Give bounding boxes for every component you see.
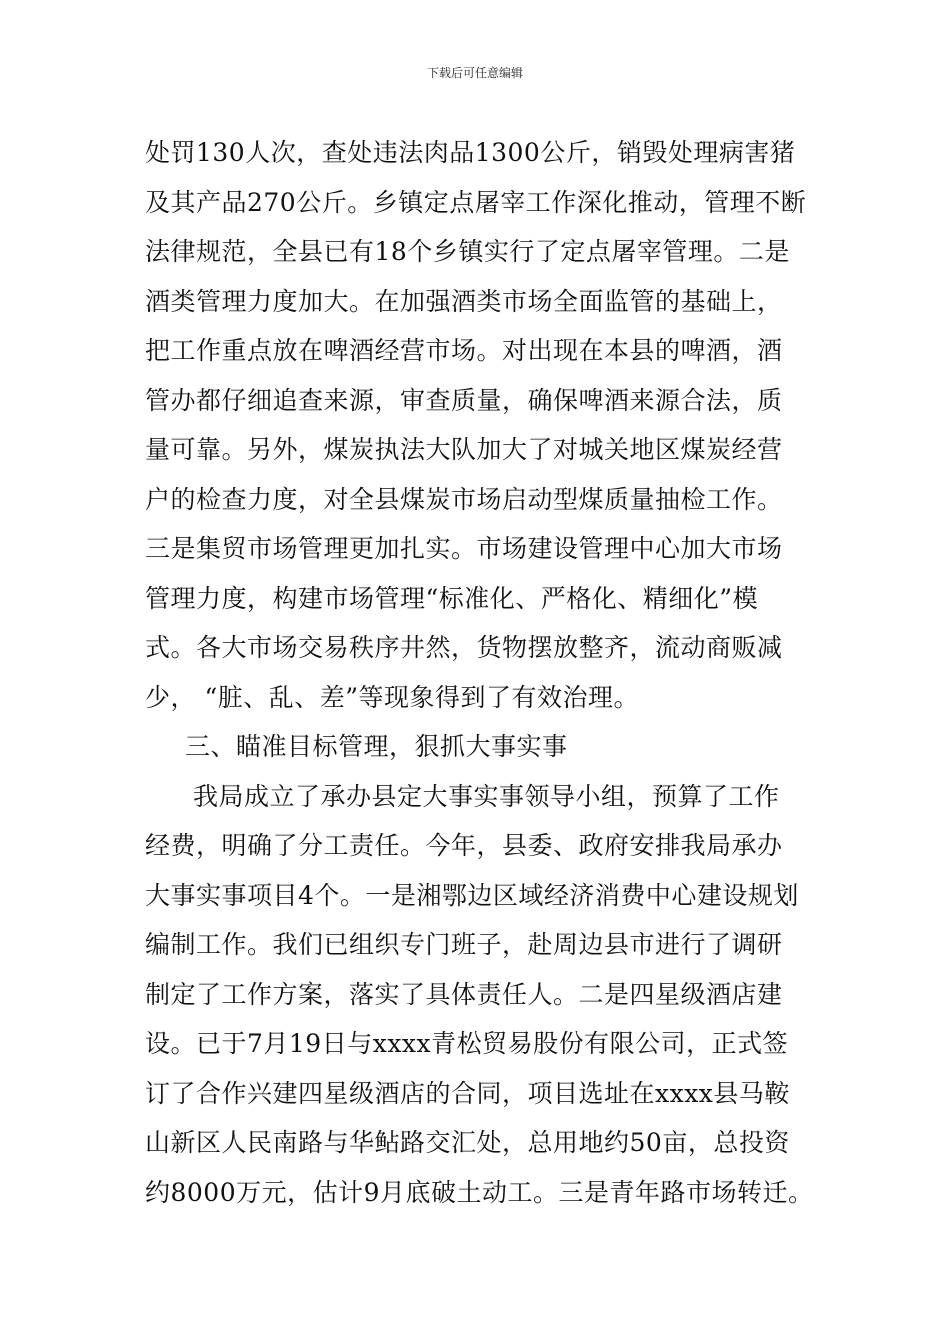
text-line-20: 订了合作兴建四星级酒店的合同，项目选址在xxxx县马鞍 <box>145 1078 790 1108</box>
text-line-5: 把工作重点放在啤酒经营市场。对出现在本县的啤酒，酒 <box>145 336 783 365</box>
text-line-21: 山新区人民南路与华鲇路交汇处，总用地约50亩，总投资 <box>145 1128 790 1157</box>
text-line-2: 及其产品270公斤。乡镇定点屠宰工作深化推动，管理不断 <box>145 187 807 217</box>
page-header: 下载后可任意编辑 <box>426 66 523 80</box>
text-line-16: 大事实事项目4个。一是湘鄂边区域经济消费中心建设规划 <box>145 880 799 910</box>
text-line-4: 酒类管理力度加大。在加强酒类市场全面监管的基础上， <box>145 286 783 316</box>
text-line-9: 三是集贸市场管理更加扎实。市场建设管理中心加大市场 <box>145 534 783 563</box>
section-heading: 三、瞄准目标管理，狠抓大事实事 <box>185 732 568 761</box>
text-line-19: 设。已于7月19日与xxxx青松贸易股份有限公司，正式签 <box>145 1029 789 1058</box>
text-line-3: 法律规范，全县已有18个乡镇实行了定点屠宰管理。二是 <box>145 237 790 266</box>
text-line-12: 少， “脏、乱、差”等现象得到了有效治理。 <box>145 682 640 712</box>
text-line-1: 处罚130人次，查处违法肉品1300公斤，销毁处理病害猪 <box>145 138 796 167</box>
text-line-7: 量可靠。另外，煤炭执法大队加大了对城关地区煤炭经营 <box>145 435 783 464</box>
text-line-17: 编制工作。我们已组织专门班子，赴周边县市进行了调研 <box>145 930 783 959</box>
text-line-11: 式。各大市场交易秩序井然，货物摆放整齐，流动商贩减 <box>145 633 783 662</box>
document-body <box>145 128 835 1217</box>
text-line-15: 经费，明确了分工责任。今年，县委、政府安排我局承办 <box>145 831 783 860</box>
text-line-6: 管办都仔细追查来源，审查质量，确保啤酒来源合法，质 <box>145 385 783 415</box>
text-line-10: 管理力度，构建市场管理“标准化、严格化、精细化”模 <box>145 583 759 613</box>
text-line-22: 约8000万元，估计9月底破土动工。三是青年路市场转迁。 <box>145 1177 814 1207</box>
text-line-18: 制定了工作方案，落实了具体责任人。二是四星级酒店建 <box>145 979 783 1009</box>
text-line-14: 我局成立了承办县定大事实事领导小组，预算了工作 <box>193 781 780 811</box>
text-line-8: 户的检查力度，对全县煤炭市场启动型煤质量抽检工作。 <box>145 484 783 514</box>
